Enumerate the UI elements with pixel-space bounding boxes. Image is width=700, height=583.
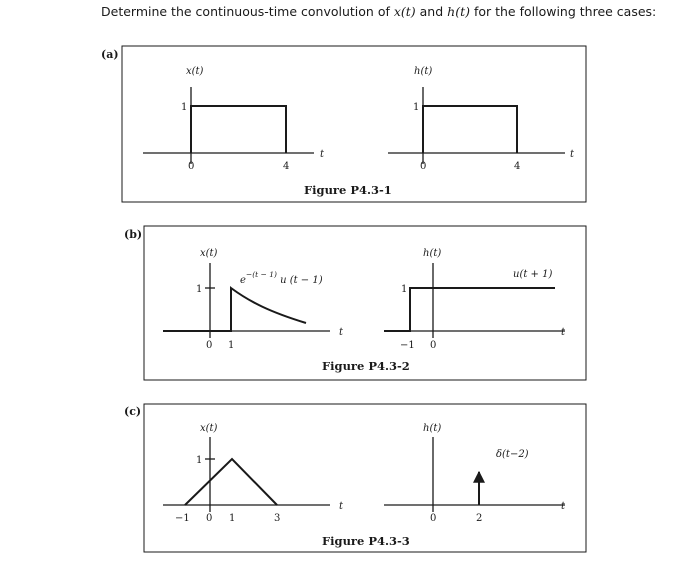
h-plot-ylabel: h(t) <box>423 248 442 259</box>
annotation-exponent: −(t − 1) <box>245 270 277 279</box>
x-rect-pulse <box>191 106 286 153</box>
h-unit-step <box>384 288 555 331</box>
part-c-label: (c) <box>124 405 142 418</box>
figure-b-h-plot <box>384 248 566 351</box>
h-plot-annotation: u(t + 1) <box>513 269 553 280</box>
x-plot-ylabel: x(t) <box>200 248 218 259</box>
figure-b-x-plot <box>163 248 344 351</box>
h-symbol: h(t) <box>447 4 470 19</box>
problem-text-after: for the following three cases: <box>469 4 657 19</box>
x-plot-tick-1: 1 <box>228 340 235 351</box>
x-plot-tick-4: 4 <box>283 161 290 172</box>
x-plot-amp-label: 1 <box>181 102 188 113</box>
x-plot-ylabel: x(t) <box>186 66 204 77</box>
x-plot-tick-0: 0 <box>188 161 195 172</box>
h-plot-tick-0: 0 <box>430 513 437 524</box>
figure-c-h-plot <box>384 423 566 524</box>
figure-b <box>124 226 586 380</box>
h-plot-ylabel: h(t) <box>414 66 433 77</box>
x-plot-tick-minus1: −1 <box>175 513 190 524</box>
figure-c <box>124 404 586 552</box>
figure-b-caption: Figure P4.3-2 <box>322 359 410 373</box>
x-plot-tick-0: 0 <box>206 340 213 351</box>
x-plot-tick-0: 0 <box>206 513 213 524</box>
h-plot-tick-0: 0 <box>430 340 437 351</box>
h-plot-annotation: δ(t−2) <box>496 449 529 460</box>
figure-c-caption: Figure P4.3-3 <box>322 534 410 548</box>
problem-text-before: Determine the continuous-time convolution of <box>101 4 394 19</box>
figure-a <box>101 46 586 202</box>
x-plot-time-label: t <box>339 501 344 512</box>
annotation-base: e <box>240 275 246 286</box>
x-plot-tick-1: 1 <box>229 513 236 524</box>
figure-a-h-plot <box>388 66 575 172</box>
x-plot-time-label: t <box>339 327 344 338</box>
h-plot-time-label: t <box>570 149 575 160</box>
h-plot-time-label: t <box>561 327 566 338</box>
x-plot-amp-label: 1 <box>196 455 203 466</box>
figure-a-x-plot <box>143 66 325 172</box>
h-plot-tick-0: 0 <box>420 161 427 172</box>
h-plot-ylabel: h(t) <box>423 423 442 434</box>
problem-text-and: and <box>415 4 448 19</box>
x-plot-time-label: t <box>320 149 325 160</box>
x-plot-ylabel: x(t) <box>200 423 218 434</box>
part-b-label: (b) <box>124 228 143 241</box>
x-decaying-exponential <box>163 288 306 331</box>
h-plot-tick-4: 4 <box>514 161 521 172</box>
h-plot-tick-2: 2 <box>476 513 483 524</box>
x-plot-tick-3: 3 <box>274 513 281 524</box>
figure-a-caption: Figure P4.3-1 <box>304 183 392 197</box>
x-plot-amp-label: 1 <box>196 284 203 295</box>
x-plot-annotation <box>240 270 323 286</box>
part-a-label: (a) <box>101 48 119 61</box>
h-plot-tick-minus1: −1 <box>400 340 415 351</box>
h-plot-amp-label: 1 <box>413 102 420 113</box>
h-rect-pulse <box>423 106 517 153</box>
x-symbol: x(t) <box>393 4 416 19</box>
annotation-tail: u (t − 1) <box>276 275 323 286</box>
h-plot-time-label: t <box>561 501 566 512</box>
h-plot-amp-label: 1 <box>401 284 408 295</box>
figure-c-x-plot <box>163 423 344 524</box>
